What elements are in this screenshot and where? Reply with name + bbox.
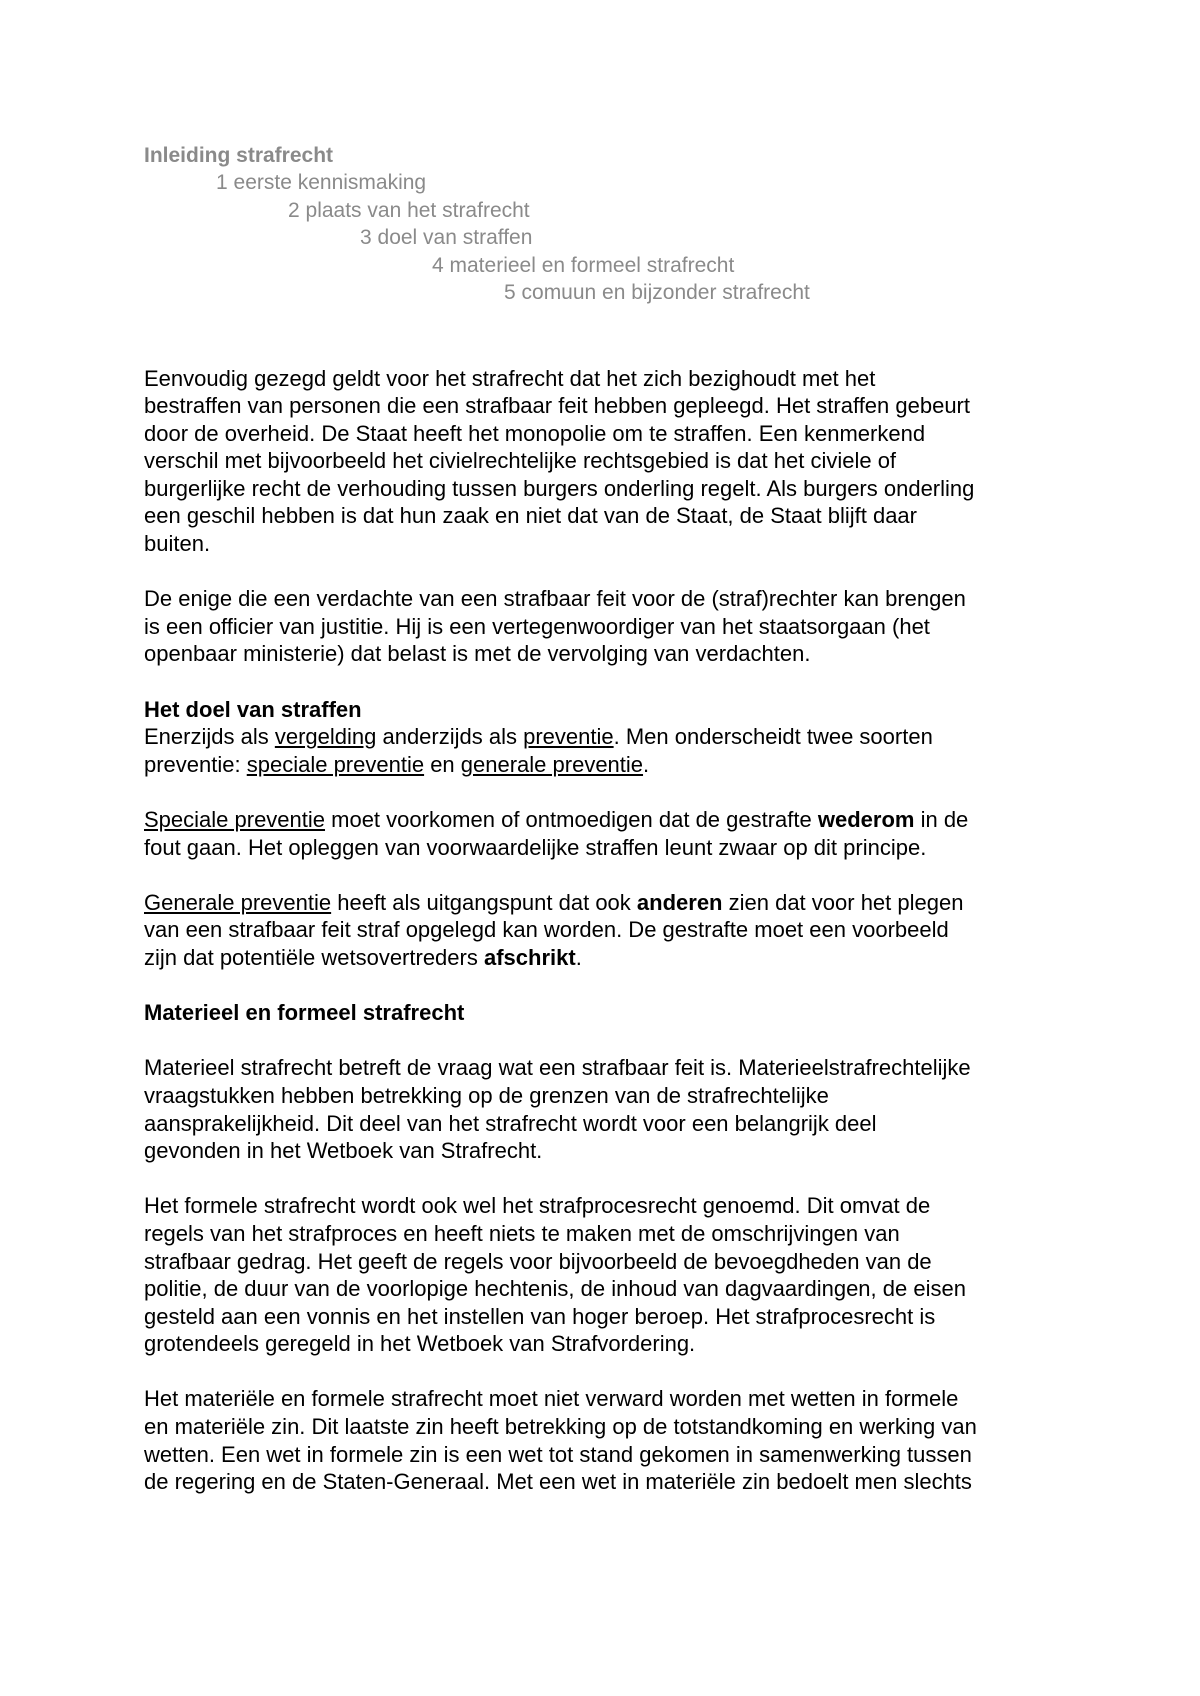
text-line: burgerlijke recht de verhouding tussen burgers onderling regelt. Als burgers onderling	[144, 475, 975, 501]
toc-item: 1 eerste kennismaking	[216, 171, 427, 194]
materieel-paragraph-3	[144, 1385, 1100, 1495]
text-line: vraagstukken hebben betrekking op de grenzen van de strafrechtelijke	[144, 1082, 829, 1108]
text-run: en	[424, 751, 461, 777]
generale-paragraph	[144, 889, 1100, 972]
text-line: een geschil hebben is dat hun zaak en niet dat van de Staat, de Staat blijft daar	[144, 503, 917, 529]
text-line: Het formele strafrecht wordt ook wel het strafprocesrecht genoemd. Dit omvat de	[144, 1193, 931, 1219]
term-generale-preventie: generale preventie	[460, 751, 644, 777]
toc-item: 2 plaats van het strafrecht	[288, 198, 530, 222]
text-run: preventie:	[144, 751, 247, 777]
toc-item: 3 doel van straffen	[360, 226, 533, 249]
text-line	[144, 944, 1100, 972]
emphasis-afschrikt: afschrikt	[483, 944, 576, 970]
text-run: zien dat voor het plegen	[722, 889, 964, 915]
text-line	[144, 751, 1100, 779]
materieel-paragraph-1	[144, 1054, 1100, 1164]
text-line: grotendeels geregeld in het Wetboek van Strafvordering.	[144, 1331, 696, 1357]
text-line: Het materiële en formele strafrecht moet niet verward worden met wetten in formele	[144, 1386, 959, 1412]
text-run: Enerzijds als	[144, 724, 275, 750]
text-line: aansprakelijkheid. Dit deel van het strafrecht wordt voor een belangrijk deel	[144, 1110, 877, 1136]
term-vergelding: vergelding	[274, 724, 377, 750]
text-line: strafbaar gedrag. Het geeft de regels voor bijvoorbeeld de bevoegdheden van de	[144, 1248, 932, 1274]
text-run: moet voorkomen of ontmoedigen dat de gestrafte	[325, 807, 818, 832]
text-line: wetten. Een wet in formele zin is een wet tot stand gekomen in samenwerking tussen	[144, 1441, 972, 1467]
toc-title: Inleiding strafrecht	[144, 144, 334, 167]
term-generale-preventie: Generale preventie	[144, 889, 332, 915]
text-line: bestraffen van personen die een strafbaar feit hebben gepleegd. Het straffen gebeurt	[144, 393, 970, 419]
officier-paragraph	[144, 585, 1100, 668]
section-heading-doel: Het doel van straffen	[144, 696, 362, 722]
text-line: de regering en de Staten-Generaal. Met een wet in materiële zin bedoelt men slechts	[144, 1469, 972, 1495]
term-speciale-preventie: Speciale preventie	[144, 807, 326, 832]
materieel-paragraph-2	[144, 1192, 1100, 1358]
table-of-contents	[144, 142, 1100, 307]
text-line: Eenvoudig gezegd geldt voor het strafrecht dat het zich bezighoudt met het	[144, 365, 876, 391]
text-run: . Men onderscheidt twee soorten	[613, 724, 933, 750]
text-line: door de overheid. De Staat heeft het monopolie om te straffen. Een kenmerkend	[144, 420, 926, 446]
intro-paragraph	[144, 365, 1100, 558]
section-heading-materieel: Materieel en formeel strafrecht	[144, 1000, 465, 1026]
speciale-paragraph	[144, 806, 1100, 861]
text-line: De enige die een verdachte van een strafbaar feit voor de (straf)rechter kan brengen	[144, 586, 966, 612]
text-line: gevonden in het Wetboek van Strafrecht.	[144, 1138, 543, 1164]
text-line	[144, 806, 1100, 834]
text-run: .	[643, 751, 650, 777]
text-line: en materiële zin. Dit laatste zin heeft betrekking op de totstandkoming en werking van	[144, 1414, 977, 1440]
text-line	[144, 889, 1100, 917]
text-line: gesteld aan een vonnis en het instellen van hoger beroep. Het strafprocesrecht is	[144, 1303, 936, 1329]
text-run: in de	[914, 807, 969, 832]
text-line: verschil met bijvoorbeeld het civielrechtelijke rechtsgebied is dat het civiele of	[144, 448, 897, 474]
text-run: heeft als uitgangspunt dat ook	[331, 889, 637, 915]
emphasis-wederom: wederom	[817, 807, 915, 832]
text-line: fout gaan. Het opleggen van voorwaardelijke straffen leunt zwaar op dit principe.	[144, 834, 927, 860]
term-speciale-preventie: speciale preventie	[246, 751, 425, 777]
text-run: .	[575, 944, 582, 970]
doel-paragraph	[144, 723, 1100, 778]
text-run: zijn dat potentiële wetsovertreders	[144, 944, 484, 970]
text-line: regels van het strafproces en heeft niets te maken met de omschrijvingen van	[144, 1220, 900, 1246]
emphasis-anderen: anderen	[636, 889, 723, 915]
term-preventie: preventie	[523, 724, 614, 750]
text-line	[144, 723, 1100, 751]
text-line: Materieel strafrecht betreft de vraag wat een strafbaar feit is. Materieelstrafrechtelijke	[144, 1055, 971, 1081]
toc-item: 4 materieel en formeel strafrecht	[432, 253, 735, 277]
toc-item: 5 comuun en bijzonder strafrecht	[504, 281, 810, 304]
text-line: buiten.	[144, 531, 211, 557]
text-line: openbaar ministerie) dat belast is met de vervolging van verdachten.	[144, 641, 811, 667]
text-line: is een officier van justitie. Hij is een vertegenwoordiger van het staatsorgaan (het	[144, 613, 930, 639]
text-run: anderzijds als	[376, 724, 524, 750]
text-line: politie, de duur van de voorlopige hechtenis, de inhoud van dagvaardingen, de eisen	[144, 1276, 966, 1302]
text-line: van een strafbaar feit straf opgelegd kan worden. De gestrafte moet een voorbeeld	[144, 917, 949, 943]
